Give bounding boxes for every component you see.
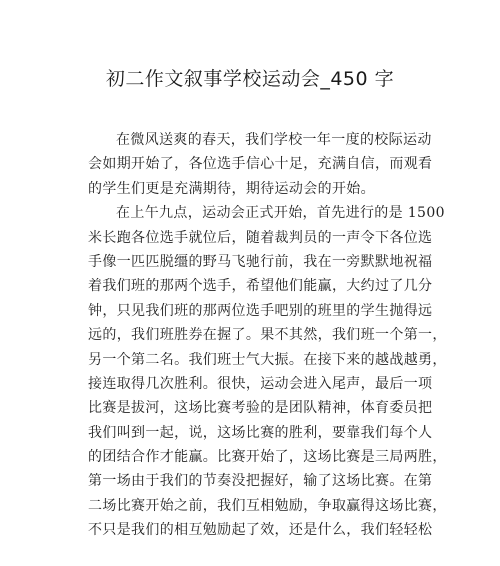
paragraph-line: 比赛是拔河，这场比赛考验的是团队精神，体育委员把 xyxy=(88,400,433,417)
paragraph-line: 不只是我们的相互勉励起了效，还是什么，我们轻轻松 xyxy=(88,522,433,539)
paragraph-line: 远的，我们班胜券在握了。果不其然，我们班一个第一， xyxy=(88,327,447,344)
paragraph-line: 在微风送爽的春天，我们学校一年一度的校际运动 xyxy=(116,132,432,148)
paragraph-line: 二场比赛开始之前，我们互相勉励，争取赢得这场比赛， xyxy=(88,497,447,514)
paragraph-line: 我们叫到一起，说，这场比赛的胜利，要靠我们每个人 xyxy=(88,424,433,441)
paragraph-line: 米长跑各位选手就位后，随着裁判员的一声令下各位选 xyxy=(88,229,433,246)
paragraph-line: 着我们班的那两个选手，希望他们能赢，大约过了几分 xyxy=(88,278,433,295)
paragraph-line: 钟，只见我们班的那两位选手吧别的班里的学生抛得远 xyxy=(88,302,433,319)
paragraph-line: 手像一匹匹脱缰的野马飞驰行前，我在一旁默默地祝福 xyxy=(88,253,433,270)
paragraph-line: 会如期开始了，各位选手信心十足，充满自信，而观看 xyxy=(88,156,433,173)
page-title: 初二作文叙事学校运动会_450 字 xyxy=(105,68,395,90)
paragraph-line: 的团结合作才能赢。比赛开始了，这场比赛是三局两胜， xyxy=(88,449,447,466)
paragraph-line: 另一个第二名。我们班士气大振。在接下来的越战越勇， xyxy=(88,351,447,368)
paragraph-line: 接连取得几次胜利。很快，运动会进入尾声，最后一项 xyxy=(88,375,433,392)
essay-body xyxy=(88,128,447,543)
paragraph-line: 第一场由于我们的节奏没把握好，输了这场比赛。在第 xyxy=(88,473,433,490)
paragraph-line: 的学生们更是充满期待，期待运动会的开始。 xyxy=(88,180,375,197)
paragraph-line: 在上午九点，运动会正式开始，首先进行的是 1500 xyxy=(116,205,445,222)
